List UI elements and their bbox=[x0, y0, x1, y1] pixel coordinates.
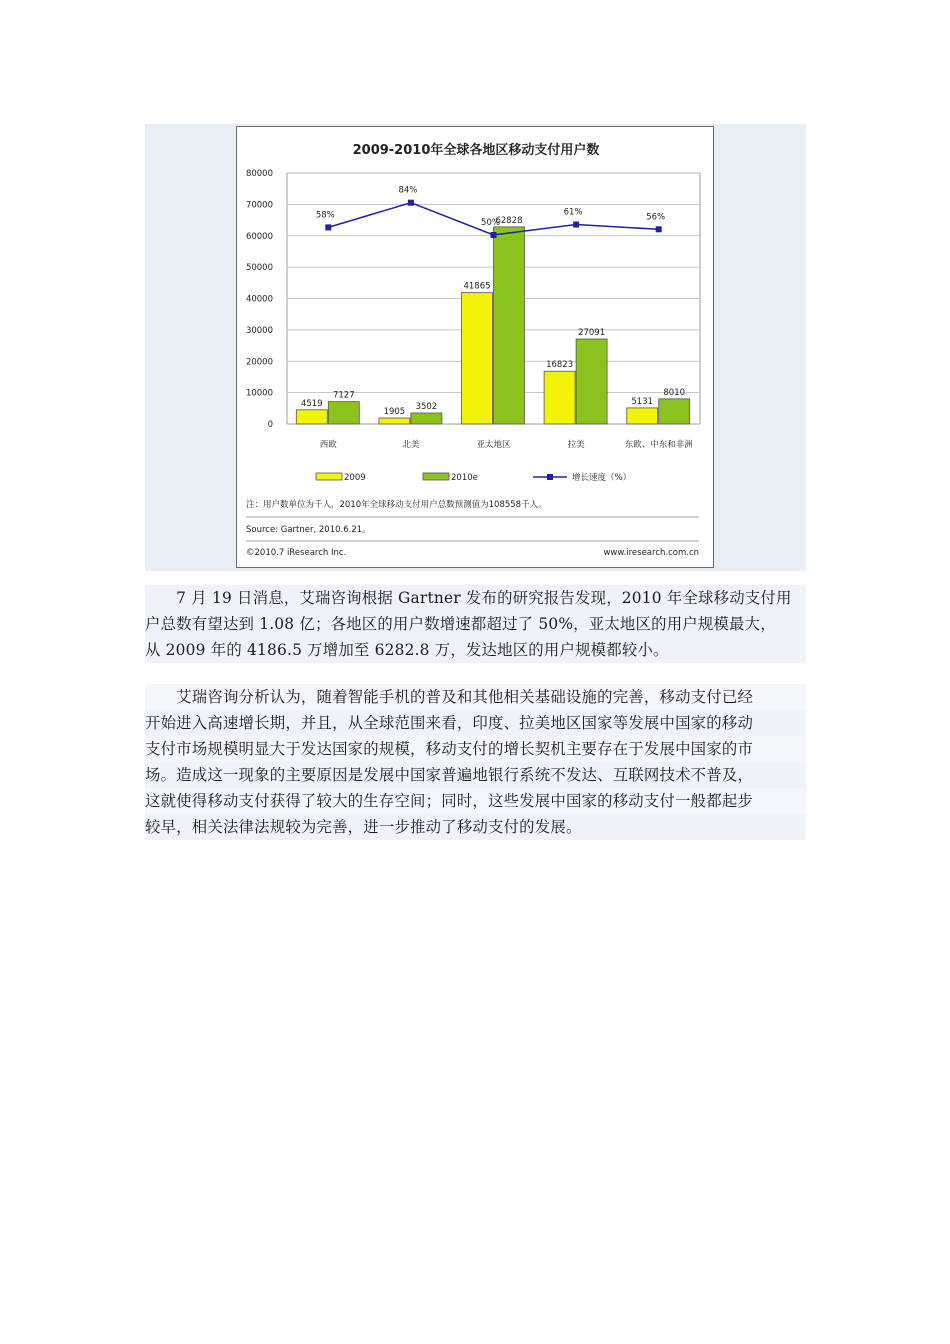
x-category-label: 西欧 bbox=[319, 440, 337, 450]
y-tick-label: 20000 bbox=[245, 357, 273, 368]
paragraph-2-line: 开始进入高速增长期，并且，从全球范围来看，印度、拉美地区国家等发展中国家的移动 bbox=[145, 710, 806, 736]
growth-rate-point bbox=[325, 224, 331, 230]
y-tick-label: 60000 bbox=[245, 231, 273, 242]
growth-rate-point bbox=[491, 232, 497, 238]
paragraph-1-line: 从 2009 年的 4186.5 万增加至 6282.8 万，发达地区的用户规模都较小。 bbox=[145, 637, 806, 663]
growth-rate-point bbox=[573, 222, 579, 228]
legend-label-growth: 增长速度（%） bbox=[572, 473, 632, 483]
bar-2009 bbox=[296, 410, 327, 424]
paragraph-1 bbox=[145, 585, 806, 663]
paragraph-2 bbox=[145, 684, 806, 840]
legend-swatch-2010e bbox=[423, 473, 449, 480]
growth-rate-label: 84% bbox=[398, 185, 418, 196]
legend-swatch-2009 bbox=[316, 473, 342, 480]
chart-note: 注：用户数单位为千人，2010年全球移动支付用户总数预测值为108558千人。 bbox=[246, 500, 547, 510]
bar-2010e bbox=[328, 402, 359, 424]
bar-value-label: 27091 bbox=[578, 328, 606, 339]
bar-2010e bbox=[659, 399, 690, 424]
bar-value-label: 5131 bbox=[631, 396, 654, 407]
paragraph-1-line: 户总数有望达到 1.08 亿；各地区的用户数增速都超过了 50%，亚太地区的用户规模最大， bbox=[145, 611, 806, 637]
bar-value-label: 1905 bbox=[383, 407, 406, 418]
bar-value-label: 7127 bbox=[332, 390, 355, 401]
bar-2010e bbox=[576, 339, 607, 424]
chart-website: www.iresearch.com.cn bbox=[603, 548, 699, 558]
bar-2009 bbox=[627, 408, 658, 424]
bar-line-chart bbox=[237, 127, 715, 569]
bar-2010e bbox=[411, 413, 442, 424]
bar-2009 bbox=[544, 371, 575, 424]
chart-source: Source: Gartner, 2010.6.21。 bbox=[246, 525, 371, 535]
growth-rate-point bbox=[656, 226, 662, 232]
legend-marker-growth bbox=[547, 474, 553, 480]
bar-value-label: 8010 bbox=[663, 387, 686, 398]
bar-2010e bbox=[494, 227, 525, 424]
growth-rate-label: 50% bbox=[481, 218, 500, 228]
x-category-label: 东欧、中东和非洲 bbox=[624, 440, 693, 450]
x-category-label: 北美 bbox=[402, 440, 420, 450]
bar-value-label: 16823 bbox=[546, 360, 574, 371]
growth-rate-point bbox=[408, 200, 414, 206]
paragraph-2-line: 较早，相关法律法规较为完善，进一步推动了移动支付的发展。 bbox=[145, 814, 806, 840]
bar-2009 bbox=[379, 418, 410, 424]
growth-rate-label: 58% bbox=[315, 210, 335, 221]
growth-rate-label: 56% bbox=[646, 212, 666, 223]
growth-rate-label: 61% bbox=[563, 207, 583, 218]
legend-label-2010e: 2010e bbox=[451, 473, 478, 483]
x-category-label: 亚太地区 bbox=[476, 440, 511, 450]
bar-2009 bbox=[462, 293, 493, 424]
y-tick-label: 30000 bbox=[245, 325, 273, 336]
chart-copyright: ©2010.7 iResearch Inc. bbox=[246, 548, 347, 558]
chart-title: 2009-2010年全球各地区移动支付用户数 bbox=[352, 143, 600, 158]
paragraph-2-line: 艾瑞咨询分析认为，随着智能手机的普及和其他相关基础设施的完善，移动支付已经 bbox=[145, 684, 806, 710]
legend-label-2009: 2009 bbox=[344, 473, 366, 483]
bar-value-label: 4519 bbox=[300, 398, 323, 409]
x-category-label: 拉美 bbox=[567, 440, 585, 450]
bar-value-label: 62828 bbox=[495, 215, 523, 226]
y-tick-label: 80000 bbox=[245, 169, 273, 179]
paragraph-2-line: 场。造成这一现象的主要原因是发展中国家普遍地银行系统不发达、互联网技术不普及， bbox=[145, 762, 806, 788]
paragraph-1-line: 7 月 19 日消息，艾瑞咨询根据 Gartner 发布的研究报告发现，2010 年全球移动支付用 bbox=[145, 585, 806, 611]
y-tick-label: 0 bbox=[267, 420, 273, 430]
bar-value-label: 41865 bbox=[463, 281, 491, 292]
bar-value-label: 3502 bbox=[415, 402, 438, 413]
chart-frame bbox=[236, 126, 714, 568]
y-tick-label: 70000 bbox=[245, 200, 273, 211]
paragraph-2-line: 支付市场规模明显大于发达国家的规模，移动支付的增长契机主要存在于发展中国家的市 bbox=[145, 736, 806, 762]
y-tick-label: 50000 bbox=[245, 263, 273, 274]
y-tick-label: 10000 bbox=[245, 388, 273, 399]
y-tick-label: 40000 bbox=[245, 294, 273, 305]
paragraph-2-line: 这就使得移动支付获得了较大的生存空间；同时，这些发展中国家的移动支付一般都起步 bbox=[145, 788, 806, 814]
